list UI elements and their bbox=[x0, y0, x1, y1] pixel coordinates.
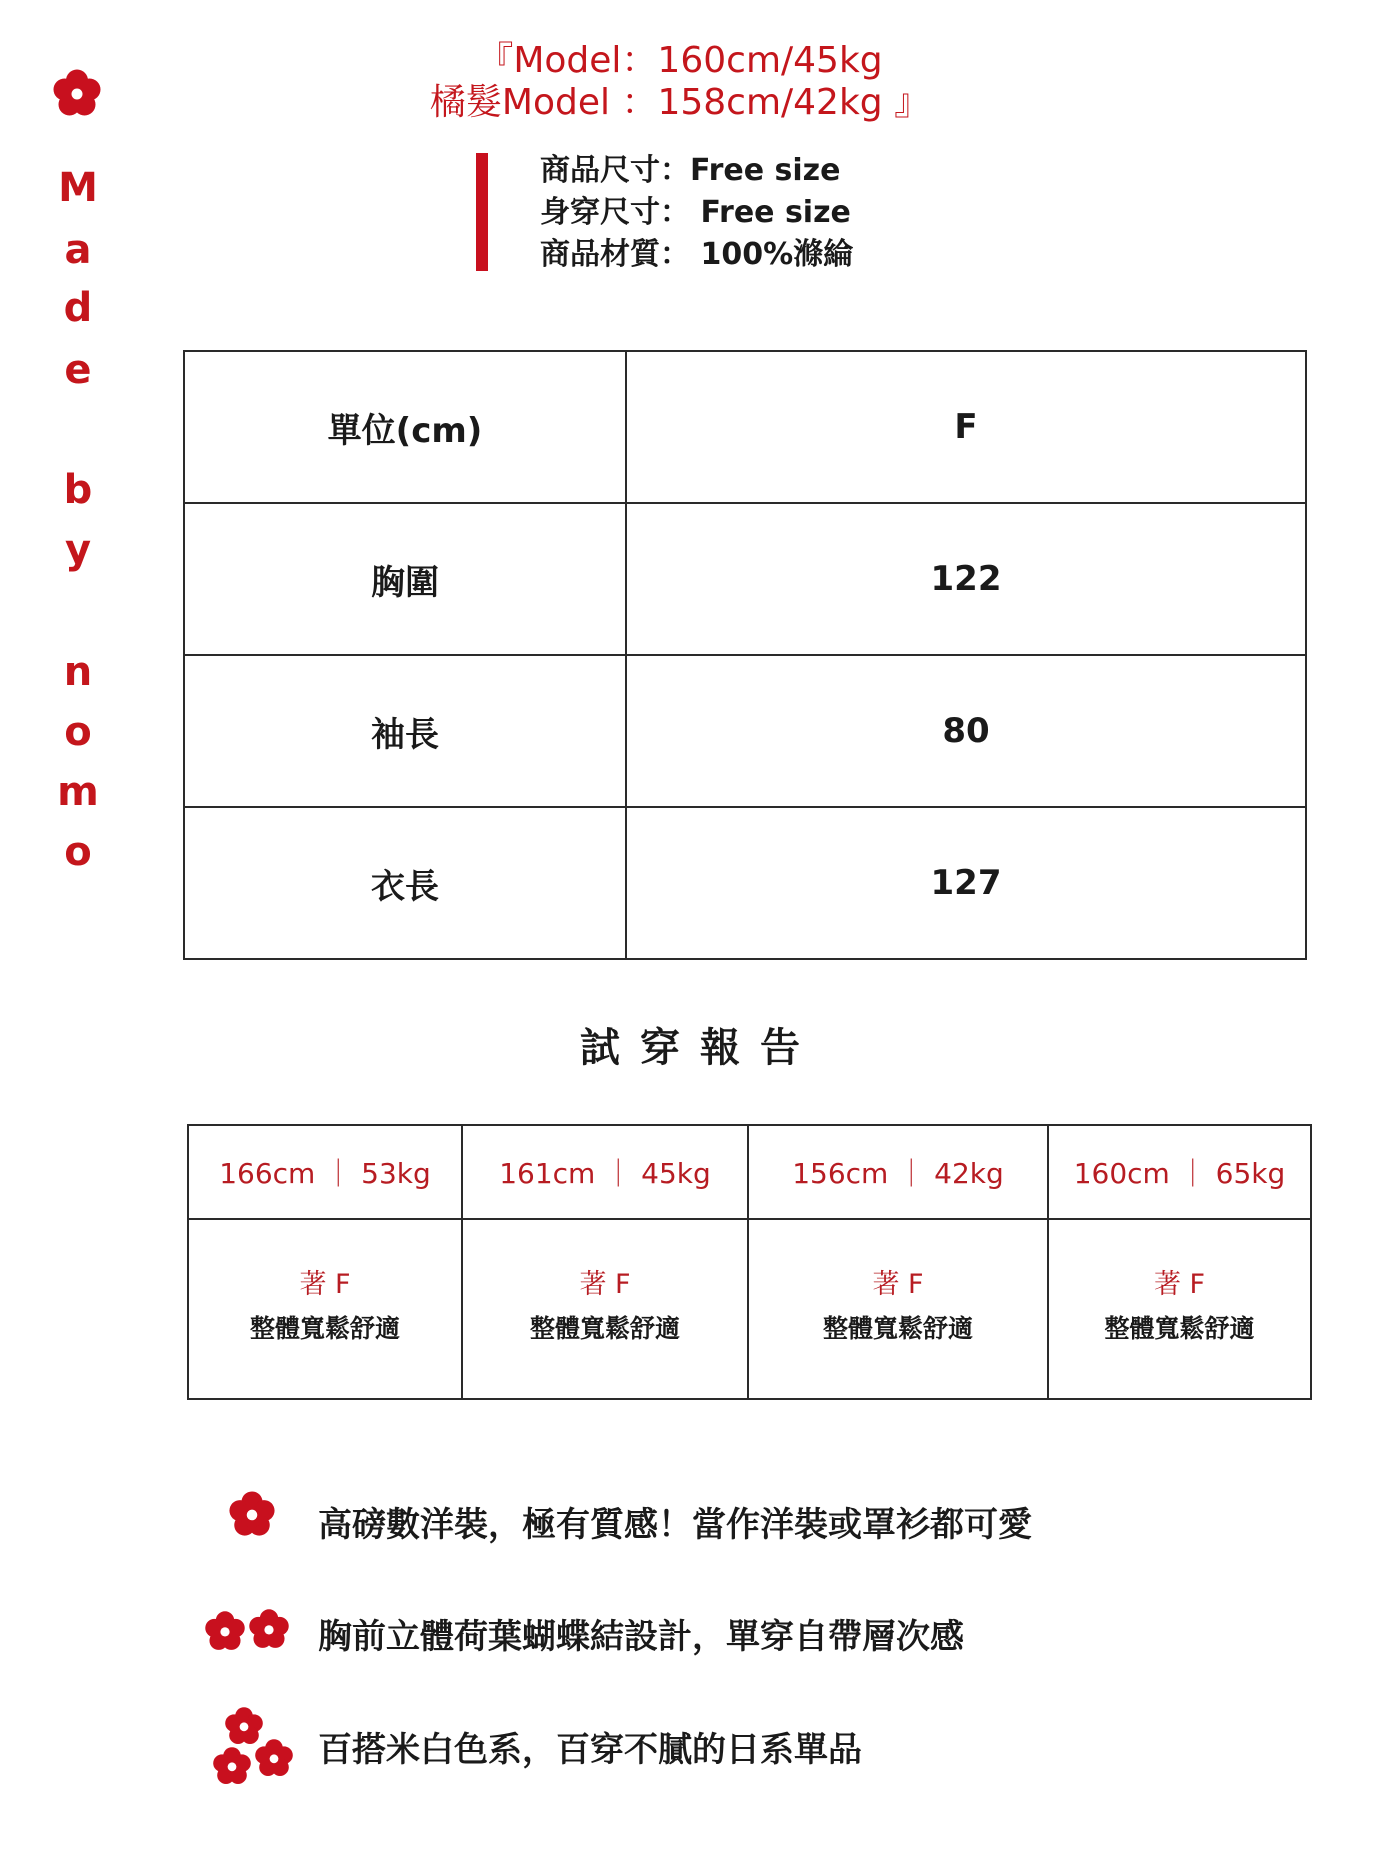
brand-letter: b bbox=[63, 467, 93, 513]
tester-stats: 156cm ｜ 42kg bbox=[748, 1125, 1048, 1219]
tester-size: 著 F bbox=[1153, 1269, 1206, 1300]
tester-stats: 161cm ｜ 45kg bbox=[462, 1125, 748, 1219]
tester-size: 著 F bbox=[872, 1269, 924, 1300]
tester-result bbox=[748, 1219, 1048, 1399]
brand-letter: n bbox=[63, 649, 93, 695]
brand-letter: a bbox=[64, 227, 92, 273]
size-table-cell: 衣長 bbox=[184, 807, 626, 959]
two-red-flowers-icon bbox=[204, 1608, 290, 1652]
model-line-2: 橘髮Model ：158cm/42kg 』 bbox=[429, 82, 931, 123]
brand-letter: m bbox=[57, 769, 99, 815]
feature-3: 百搭米白色系，百穿不膩的日系單品 bbox=[318, 1730, 862, 1770]
tester-size: 著 F bbox=[579, 1269, 631, 1300]
try-on-table bbox=[187, 1124, 1312, 1400]
size-table-header-row bbox=[184, 351, 1306, 503]
brand-letter: e bbox=[64, 347, 92, 393]
brand-flower-icon bbox=[52, 68, 102, 118]
size-table-cell: 122 bbox=[626, 503, 1306, 655]
tester-note: 整體寬鬆舒適 bbox=[529, 1314, 680, 1343]
size-table bbox=[183, 350, 1307, 960]
spec-accent-bar bbox=[476, 153, 488, 271]
try-on-stats-row bbox=[188, 1125, 1311, 1219]
brand-letter: d bbox=[63, 285, 93, 331]
size-table-cell: 袖長 bbox=[184, 655, 626, 807]
feature-2: 胸前立體荷葉蝴蝶結設計，單穿自帶層次感 bbox=[318, 1617, 964, 1657]
brand-letter: y bbox=[64, 527, 92, 573]
tester-stats: 166cm ｜ 53kg bbox=[188, 1125, 462, 1219]
try-on-result-row bbox=[188, 1219, 1311, 1399]
size-table-cell: 胸圍 bbox=[184, 503, 626, 655]
brand-letter: o bbox=[64, 709, 92, 755]
tester-note: 整體寬鬆舒適 bbox=[822, 1314, 973, 1343]
tester-stats: 160cm ｜ 65kg bbox=[1048, 1125, 1311, 1219]
model-line-1: 『Model：160cm/45kg bbox=[477, 40, 883, 81]
try-on-title: 試穿報告 bbox=[580, 1025, 820, 1071]
size-table-row bbox=[184, 807, 1306, 959]
size-table-cell: F bbox=[626, 351, 1306, 503]
tester-note: 整體寬鬆舒適 bbox=[249, 1314, 400, 1343]
three-red-flowers-icon bbox=[212, 1706, 296, 1790]
size-table-row bbox=[184, 503, 1306, 655]
wear-size-line: 身穿尺寸： Free size bbox=[540, 195, 851, 230]
tester-size: 著 F bbox=[299, 1269, 351, 1300]
size-table-row bbox=[184, 655, 1306, 807]
feature-1: 高磅數洋裝，極有質感！當作洋裝或罩衫都可愛 bbox=[318, 1505, 1032, 1545]
tester-note: 整體寬鬆舒適 bbox=[1104, 1314, 1255, 1343]
brand-letter: o bbox=[64, 829, 92, 875]
red-flower-icon bbox=[228, 1490, 276, 1538]
model-info bbox=[400, 40, 960, 124]
tester-result bbox=[462, 1219, 748, 1399]
product-size-line: 商品尺寸：Free size bbox=[540, 153, 841, 188]
size-table-cell: 80 bbox=[626, 655, 1306, 807]
tester-result bbox=[1048, 1219, 1311, 1399]
brand-letter: M bbox=[58, 165, 98, 211]
tester-result bbox=[188, 1219, 462, 1399]
size-table-cell: 單位(cm) bbox=[184, 351, 626, 503]
size-table-cell: 127 bbox=[626, 807, 1306, 959]
spec-block bbox=[540, 150, 853, 276]
material-line: 商品材質： 100%滌綸 bbox=[540, 237, 854, 272]
